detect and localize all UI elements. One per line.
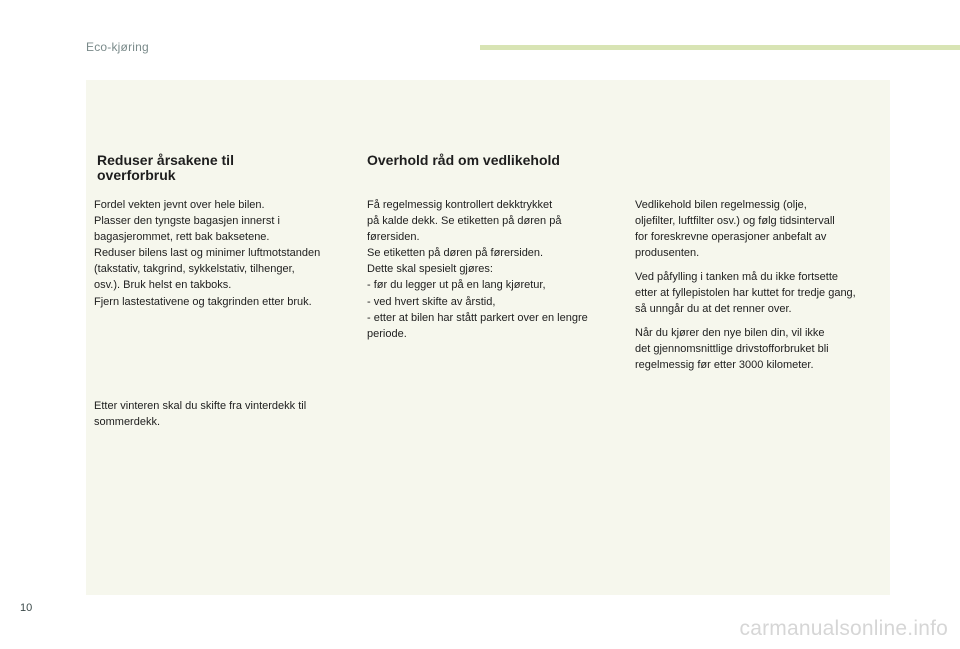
paragraph-winter-tyres: Etter vinteren skal du skifte fra vinterdekk til sommerdekk.	[94, 400, 307, 429]
paragraph-tyre-pressure: Få regelmessig kontrollert dekktrykket på kalde dekk. Se etiketten på døren på førersiden. Se etiketten på døren på førersiden. Dette skal spesielt gjøres: - før du legger ut på en lang kjøretur, - ved hvert skifte av årstid, - etter at bilen har stått parkert over en lengre periode.	[367, 199, 588, 340]
paragraph-new-car-consumption: Når du kjører den nye bilen din, vil ikke det gjennomsnittlige drivstofforbruket bli regelmessig før etter 3000 kilometer.	[635, 327, 829, 372]
header-bar	[480, 45, 960, 50]
paragraph-service-intervals: Vedlikehold bilen regelmessig (olje, oljefilter, luftfilter osv.) og følg tidsintervall for foreskrevne operasjoner anbefalt av produsenten.	[635, 199, 835, 260]
page-number: 10	[20, 602, 33, 614]
heading-reduce-causes: Reduser årsakene til overforbruk	[97, 152, 234, 183]
watermark: carmanualsonline.info	[739, 617, 948, 640]
section-title: Eco-kjøring	[86, 40, 149, 54]
paragraph-refuelling: Ved påfylling i tanken må du ikke fortsette etter at fyllepistolen har kuttet for tredje gang, så unngår du at det renner over.	[635, 271, 856, 316]
paragraph-load-distribution: Fordel vekten jevnt over hele bilen. Plasser den tyngste bagasjen innerst i bagasjerommet, rett bak baksetene. Reduser bilens last og minimer luftmotstanden (takstativ, takgrind, sykkelstativ, tilhenger, osv.). Bruk helst en takboks. Fjern lastestativene og takgrinden etter bruk.	[94, 199, 321, 308]
heading-maintenance-advice: Overhold råd om vedlikehold	[367, 152, 560, 168]
